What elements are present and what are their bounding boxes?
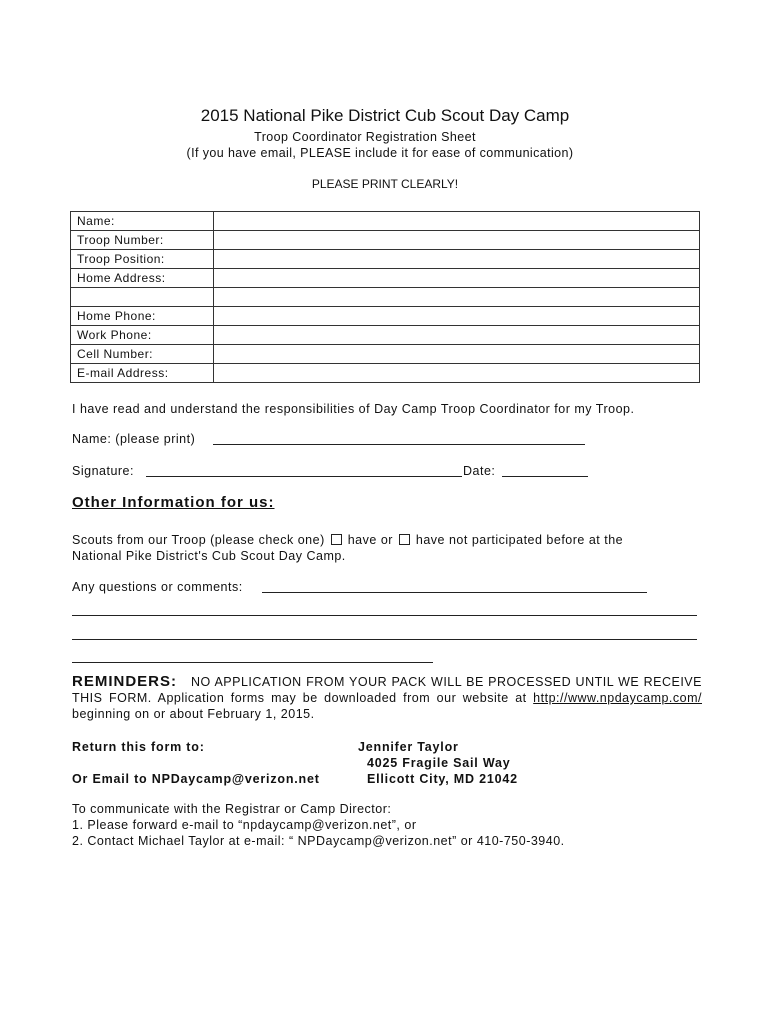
print-notice: PLEASE PRINT CLEARLY! (311, 177, 459, 191)
table-row (71, 345, 700, 364)
troop-position-label: Troop Position: (71, 250, 214, 269)
home-address-field[interactable] (214, 269, 700, 288)
have-checkbox[interactable] (331, 534, 342, 545)
coordinator-info-table (70, 211, 700, 383)
questions-line-1[interactable] (262, 592, 647, 593)
have-not-checkbox[interactable] (399, 534, 410, 545)
return-label: Return this form to: (72, 740, 205, 754)
name-label: Name: (71, 212, 214, 231)
table-row (71, 212, 700, 231)
table-row (71, 269, 700, 288)
home-phone-label: Home Phone: (71, 307, 214, 326)
work-phone-field[interactable] (214, 326, 700, 345)
reminders-block (72, 674, 702, 722)
name-field[interactable] (214, 212, 700, 231)
questions-line-2[interactable] (72, 615, 697, 616)
email-note: (If you have email, PLEASE include it for ease of communication) (186, 146, 574, 160)
cell-number-label: Cell Number: (71, 345, 214, 364)
table-row (71, 288, 700, 307)
email-address-field[interactable] (214, 364, 700, 383)
reminders-date-text: beginning on or about February 1, 2015. (72, 707, 315, 721)
date-label: Date: (463, 464, 496, 478)
home-address-label-2 (71, 288, 214, 307)
address-name: Jennifer Taylor (358, 740, 459, 754)
form-subtitle: Troop Coordinator Registration Sheet (254, 130, 476, 144)
table-row (71, 307, 700, 326)
have-not-option-label: have not participated before at the (415, 533, 624, 547)
address-street: 4025 Fragile Sail Way (367, 756, 511, 770)
table-row (71, 250, 700, 269)
contact-intro: To communicate with the Registrar or Camp Director: (72, 802, 392, 816)
home-phone-field[interactable] (214, 307, 700, 326)
page-title: 2015 National Pike District Cub Scout Day Camp (200, 106, 570, 125)
have-option-label: have or (347, 533, 393, 547)
reminders-text: NO APPLICATION FROM YOUR PACK WILL BE PROCESSED UNTIL WE RECEIVE THIS FORM. Application forms may be downloaded from our website at (72, 675, 702, 705)
table-row (71, 364, 700, 383)
signature-line[interactable] (146, 476, 462, 477)
contact-item-2: 2. Contact Michael Taylor at e-mail: “ NPDaycamp@verizon.net” or 410-750-3940. (72, 834, 565, 848)
home-address-label: Home Address: (71, 269, 214, 288)
scouts-participation-text: Scouts from our Troop (please check one) (72, 533, 325, 547)
other-info-heading: Other Information for us: (72, 494, 275, 511)
table-row (71, 326, 700, 345)
print-name-label: Name: (please print) (72, 432, 196, 446)
questions-label: Any questions or comments: (72, 580, 243, 594)
questions-line-3[interactable] (72, 639, 697, 640)
cell-number-field[interactable] (214, 345, 700, 364)
troop-number-field[interactable] (214, 231, 700, 250)
email-return-label: Or Email to NPDaycamp@verizon.net (72, 772, 320, 786)
reminders-heading: REMINDERS: (72, 673, 178, 690)
scouts-participation-line (72, 533, 623, 547)
date-line[interactable] (502, 476, 588, 477)
contact-item-1: 1. Please forward e-mail to “npdaycamp@verizon.net”, or (72, 818, 417, 832)
signature-label: Signature: (72, 464, 134, 478)
home-address-field-2[interactable] (214, 288, 700, 307)
website-link[interactable]: http://www.npdaycamp.com/ (533, 691, 702, 705)
address-city: Ellicott City, MD 21042 (367, 772, 518, 786)
print-name-line[interactable] (213, 444, 585, 445)
email-address-label: E-mail Address: (71, 364, 214, 383)
scouts-participation-line-2: National Pike District's Cub Scout Day Camp. (72, 549, 346, 563)
table-row (71, 231, 700, 250)
troop-number-label: Troop Number: (71, 231, 214, 250)
troop-position-field[interactable] (214, 250, 700, 269)
questions-line-4[interactable] (72, 662, 433, 663)
responsibility-statement: I have read and understand the responsibilities of Day Camp Troop Coordinator for my Troop. (72, 402, 635, 416)
work-phone-label: Work Phone: (71, 326, 214, 345)
